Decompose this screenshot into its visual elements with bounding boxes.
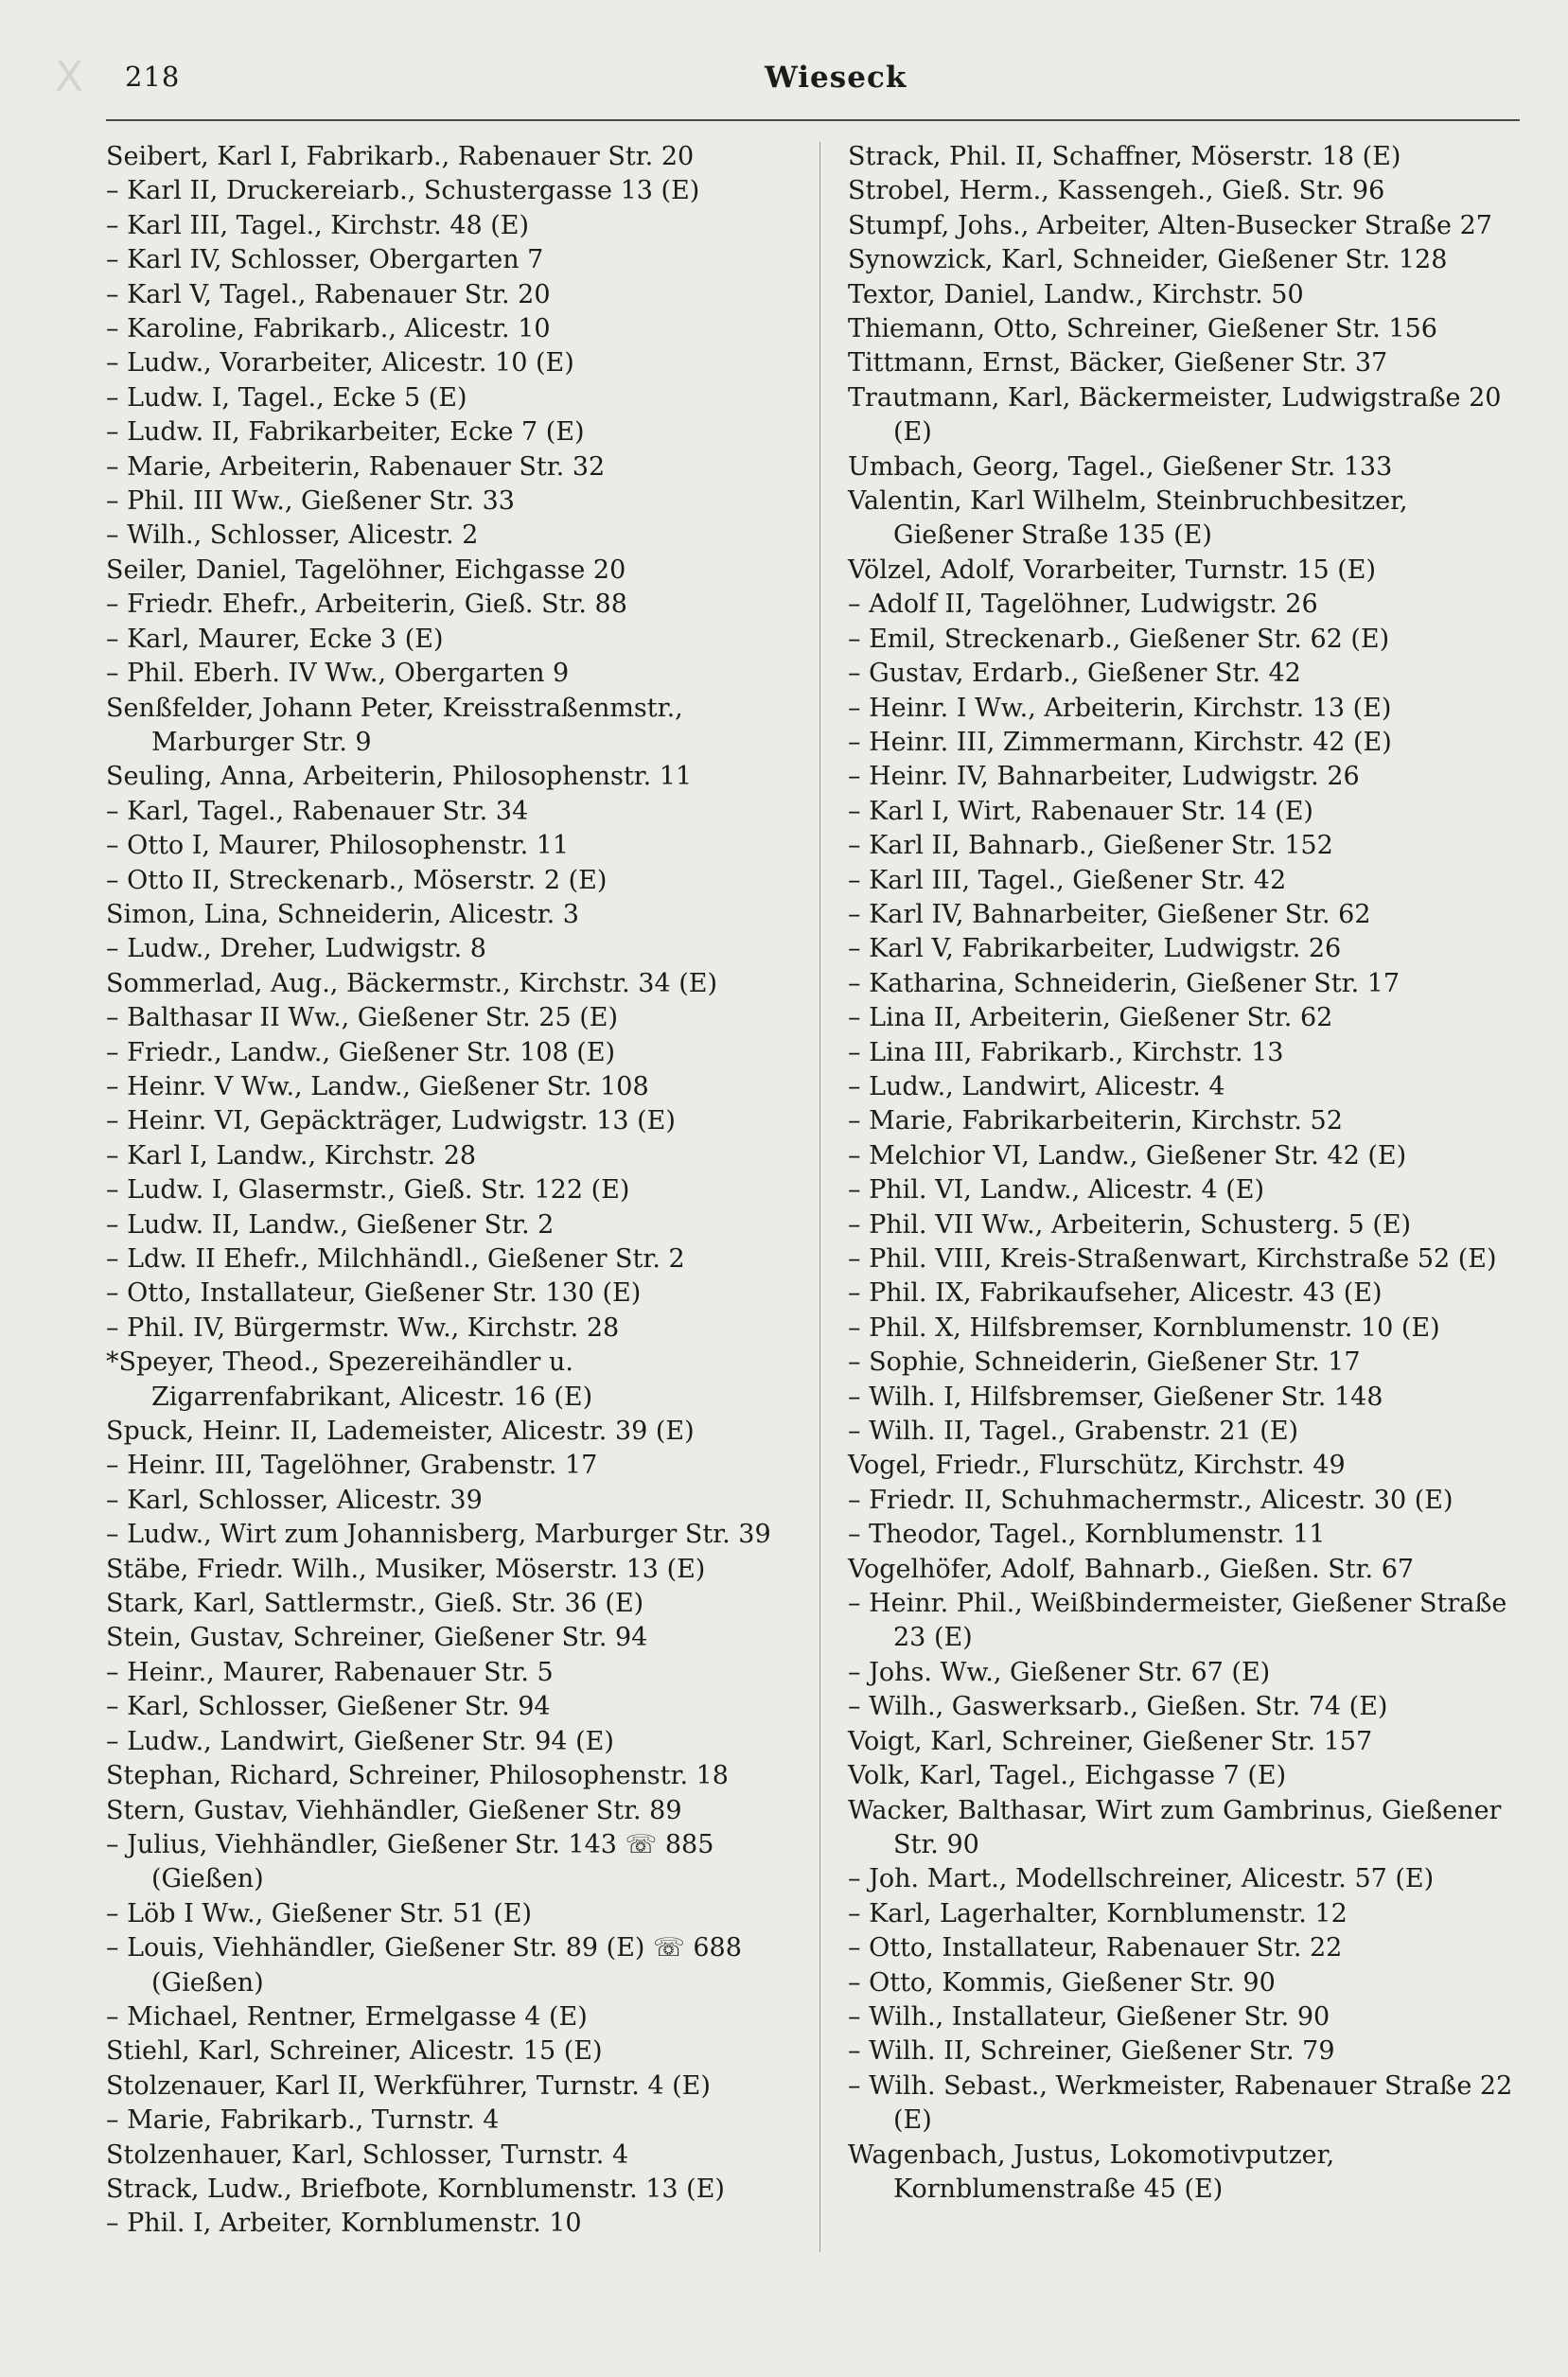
directory-entry: – Louis, Viehhändler, Gießener Str. 89 (E) ☏ 688 (Gießen) bbox=[106, 1933, 742, 1998]
directory-entry: – Phil. III Ww., Gießener Str. 33 bbox=[106, 486, 515, 517]
directory-entry: – Karl I, Wirt, Rabenauer Str. 14 (E) bbox=[848, 796, 1313, 826]
directory-entry: – Otto, Kommis, Gießener Str. 90 bbox=[848, 1967, 1276, 1998]
directory-entry: – Heinr. Phil., Weißbindermeister, Gießener Straße 23 (E) bbox=[848, 1589, 1507, 1653]
directory-entry: – Heinr. V Ww., Landw., Gießener Str. 108 bbox=[106, 1071, 649, 1101]
directory-entry: – Lina II, Arbeiterin, Gießener Str. 62 bbox=[848, 1003, 1333, 1033]
directory-entry: – Phil. X, Hilfsbremser, Kornblumenstr. 10 (E) bbox=[848, 1312, 1440, 1343]
directory-entry: – Phil. VIII, Kreis-Straßenwart, Kirchstraße 52 (E) bbox=[848, 1244, 1497, 1274]
directory-entry: – Wilh., Schlosser, Alicestr. 2 bbox=[106, 520, 479, 551]
page-number: 218 bbox=[125, 61, 181, 93]
directory-entry: – Otto I, Maurer, Philosophenstr. 11 bbox=[106, 831, 570, 861]
directory-entry: Vogel, Friedr., Flurschütz, Kirchstr. 49 bbox=[848, 1451, 1346, 1481]
directory-entry: Valentin, Karl Wilhelm, Steinbruchbesitzer, Gießener Straße 135 (E) bbox=[848, 486, 1408, 551]
directory-entry: – Johs. Ww., Gießener Str. 67 (E) bbox=[848, 1657, 1271, 1687]
directory-entry: – Karl, Schlosser, Gießener Str. 94 bbox=[106, 1692, 551, 1722]
directory-entry: – Ludw. I, Tagel., Ecke 5 (E) bbox=[106, 382, 467, 413]
directory-entry: – Karl III, Tagel., Kirchstr. 48 (E) bbox=[106, 210, 530, 240]
directory-entry: – Marie, Fabrikarb., Turnstr. 4 bbox=[106, 2105, 500, 2136]
directory-entry: – Karl V, Tagel., Rabenauer Str. 20 bbox=[106, 279, 551, 309]
directory-entry: – Friedr. Ehefr., Arbeiterin, Gieß. Str. 88 bbox=[106, 590, 627, 620]
directory-entry: Völzel, Adolf, Vorarbeiter, Turnstr. 15 (E) bbox=[848, 555, 1377, 585]
right-column bbox=[848, 140, 1529, 2207]
directory-entry: Stolzenhauer, Karl, Schlosser, Turnstr. 4 bbox=[106, 2139, 629, 2170]
directory-entry: Strack, Ludw., Briefbote, Kornblumenstr. 13 (E) bbox=[106, 2174, 725, 2204]
header-rule bbox=[106, 119, 1520, 121]
directory-entry: – Wilh. Sebast., Werkmeister, Rabenauer Straße 22 (E) bbox=[848, 2070, 1513, 2136]
directory-entry: – Julius, Viehhändler, Gießener Str. 143 ☏ 885 (Gießen) bbox=[106, 1829, 714, 1894]
directory-entry: Trautmann, Karl, Bäckermeister, Ludwigstraße 20 (E) bbox=[848, 382, 1502, 448]
directory-entry: – Friedr. II, Schuhmachermstr., Alicestr. 30 (E) bbox=[848, 1485, 1453, 1515]
directory-entry: Stäbe, Friedr. Wilh., Musiker, Möserstr. 13 (E) bbox=[106, 1554, 706, 1584]
directory-entry: Sommerlad, Aug., Bäckermstr., Kirchstr. 34 (E) bbox=[106, 968, 717, 998]
directory-entry: – Theodor, Tagel., Kornblumenstr. 11 bbox=[848, 1520, 1326, 1550]
directory-entry: – Ludw. II, Landw., Gießener Str. 2 bbox=[106, 1209, 555, 1240]
directory-entry: Volk, Karl, Tagel., Eichgasse 7 (E) bbox=[848, 1761, 1287, 1791]
directory-entry: – Karl II, Druckereiarb., Schustergasse 13 (E) bbox=[106, 176, 700, 206]
directory-entry: – Heinr. VI, Gepäckträger, Ludwigstr. 13 (E) bbox=[106, 1106, 676, 1136]
directory-entry: – Karl, Tagel., Rabenauer Str. 34 bbox=[106, 796, 529, 826]
directory-entry: – Karl V, Fabrikarbeiter, Ludwigstr. 26 bbox=[848, 934, 1342, 964]
directory-entry: – Karl III, Tagel., Gießener Str. 42 bbox=[848, 865, 1287, 895]
directory-entry: – Löb I Ww., Gießener Str. 51 (E) bbox=[106, 1898, 533, 1928]
directory-entry: – Balthasar II Ww., Gießener Str. 25 (E) bbox=[106, 1003, 618, 1033]
directory-entry: – Ludw., Wirt zum Johannisberg, Marburger Str. 39 bbox=[106, 1520, 771, 1550]
directory-entry: – Ludw. II, Fabrikarbeiter, Ecke 7 (E) bbox=[106, 417, 585, 448]
directory-entry: – Karl IV, Bahnarbeiter, Gießener Str. 62 bbox=[848, 899, 1371, 929]
left-column bbox=[106, 140, 804, 2242]
directory-entry: – Adolf II, Tagelöhner, Ludwigstr. 26 bbox=[848, 590, 1318, 620]
directory-entry: – Heinr., Maurer, Rabenauer Str. 5 bbox=[106, 1657, 554, 1687]
directory-entry: – Ludw., Vorarbeiter, Alicestr. 10 (E) bbox=[106, 348, 574, 379]
directory-entry: – Phil. VII Ww., Arbeiterin, Schusterg. 5 (E) bbox=[848, 1209, 1412, 1240]
directory-entry: – Karl IV, Schlosser, Obergarten 7 bbox=[106, 245, 544, 275]
directory-entry: Senßfelder, Johann Peter, Kreisstraßenmstr., Marburger Str. 9 bbox=[106, 693, 683, 757]
directory-entry: – Sophie, Schneiderin, Gießener Str. 17 bbox=[848, 1347, 1361, 1378]
directory-entry: – Ldw. II Ehefr., Milchhändl., Gießener Str. 2 bbox=[106, 1244, 685, 1274]
directory-entry: – Melchior VI, Landw., Gießener Str. 42 (E) bbox=[848, 1140, 1407, 1171]
directory-entry: Textor, Daniel, Landw., Kirchstr. 50 bbox=[848, 279, 1304, 309]
running-head: Wieseck bbox=[765, 61, 907, 95]
directory-entry: Wacker, Balthasar, Wirt zum Gambrinus, Gießener Str. 90 bbox=[848, 1795, 1502, 1859]
directory-entry: – Gustav, Erdarb., Gießener Str. 42 bbox=[848, 659, 1301, 689]
directory-entry: Spuck, Heinr. II, Lademeister, Alicestr. 39 (E) bbox=[106, 1417, 695, 1447]
directory-entry: Strack, Phil. II, Schaffner, Möserstr. 18 (E) bbox=[848, 142, 1401, 171]
directory-entry: – Ludw., Landwirt, Alicestr. 4 bbox=[848, 1071, 1225, 1101]
directory-entry: – Karl, Lagerhalter, Kornblumenstr. 12 bbox=[848, 1898, 1348, 1928]
directory-entry: Stein, Gustav, Schreiner, Gießener Str. 94 bbox=[106, 1623, 648, 1653]
directory-entry: – Otto, Installateur, Gießener Str. 130 (E) bbox=[106, 1278, 642, 1309]
directory-entry: *Speyer, Theod., Spezereihändler u. Zigarrenfabrikant, Alicestr. 16 (E) bbox=[106, 1347, 593, 1412]
directory-entry: Thiemann, Otto, Schreiner, Gießener Str. 156 bbox=[848, 314, 1437, 344]
directory-entry: – Phil. IX, Fabrikaufseher, Alicestr. 43 (E) bbox=[848, 1278, 1383, 1309]
directory-entry: Stumpf, Johs., Arbeiter, Alten-Busecker Straße 27 bbox=[848, 210, 1492, 240]
directory-entry: – Phil. Eberh. IV Ww., Obergarten 9 bbox=[106, 659, 570, 689]
directory-entry: Seiler, Daniel, Tagelöhner, Eichgasse 20 bbox=[106, 555, 626, 585]
directory-entry: – Wilh. II, Schreiner, Gießener Str. 79 bbox=[848, 2036, 1335, 2067]
directory-entry: Stern, Gustav, Viehhändler, Gießener Str. 89 bbox=[106, 1795, 682, 1825]
directory-entry: Stolzenauer, Karl II, Werkführer, Turnstr. 4 (E) bbox=[106, 2070, 711, 2101]
directory-entry: – Phil. IV, Bürgermstr. Ww., Kirchstr. 28 bbox=[106, 1312, 620, 1343]
directory-entry: Tittmann, Ernst, Bäcker, Gießener Str. 37 bbox=[848, 348, 1388, 379]
directory-entry: – Otto, Installateur, Rabenauer Str. 22 bbox=[848, 1933, 1343, 1963]
directory-entry: Synowzick, Karl, Schneider, Gießener Str. 128 bbox=[848, 245, 1448, 275]
directory-entry: – Karl, Maurer, Ecke 3 (E) bbox=[106, 624, 444, 654]
directory-entry: – Lina III, Fabrikarb., Kirchstr. 13 bbox=[848, 1037, 1284, 1067]
directory-entry: Stiehl, Karl, Schreiner, Alicestr. 15 (E) bbox=[106, 2036, 603, 2067]
directory-entry: – Joh. Mart., Modellschreiner, Alicestr. 57 (E) bbox=[848, 1864, 1435, 1894]
directory-entry: – Heinr. III, Tagelöhner, Grabenstr. 17 bbox=[106, 1451, 598, 1481]
directory-entry: – Marie, Arbeiterin, Rabenauer Str. 32 bbox=[106, 451, 606, 482]
directory-entry: – Heinr. I Ww., Arbeiterin, Kirchstr. 13 (E) bbox=[848, 693, 1392, 723]
directory-entry: Seibert, Karl I, Fabrikarb., Rabenauer Str. 20 bbox=[106, 142, 695, 171]
directory-entry: – Heinr. III, Zimmermann, Kirchstr. 42 (E) bbox=[848, 727, 1392, 757]
directory-entry: – Wilh. I, Hilfsbremser, Gießener Str. 148 bbox=[848, 1382, 1383, 1412]
directory-entry: – Katharina, Schneiderin, Gießener Str. 17 bbox=[848, 968, 1401, 998]
directory-entry: – Karoline, Fabrikarb., Alicestr. 10 bbox=[106, 314, 551, 344]
directory-entry: – Phil. I, Arbeiter, Kornblumenstr. 10 bbox=[106, 2209, 582, 2239]
directory-entry: – Wilh., Installateur, Gießener Str. 90 bbox=[848, 2001, 1330, 2032]
directory-entry: – Michael, Rentner, Ermelgasse 4 (E) bbox=[106, 2001, 588, 2032]
directory-entry: Umbach, Georg, Tagel., Gießener Str. 133 bbox=[848, 451, 1393, 482]
directory-entry: – Wilh. II, Tagel., Grabenstr. 21 (E) bbox=[848, 1417, 1299, 1447]
directory-entry: – Otto II, Streckenarb., Möserstr. 2 (E) bbox=[106, 865, 608, 895]
directory-entry: Vogelhöfer, Adolf, Bahnarb., Gießen. Str. 67 bbox=[848, 1554, 1415, 1584]
directory-entry: Stark, Karl, Sattlermstr., Gieß. Str. 36 (E) bbox=[106, 1589, 644, 1619]
directory-entry: – Ludw., Landwirt, Gießener Str. 94 (E) bbox=[106, 1726, 614, 1756]
directory-entry: – Heinr. IV, Bahnarbeiter, Ludwigstr. 26 bbox=[848, 762, 1360, 792]
directory-entry: – Marie, Fabrikarbeiterin, Kirchstr. 52 bbox=[848, 1106, 1343, 1136]
directory-entry: – Karl I, Landw., Kirchstr. 28 bbox=[106, 1140, 477, 1171]
directory-entry: – Ludw. I, Glasermstr., Gieß. Str. 122 (E) bbox=[106, 1175, 630, 1206]
directory-entry: Seuling, Anna, Arbeiterin, Philosophenstr. 11 bbox=[106, 762, 693, 792]
directory-entry: – Karl, Schlosser, Alicestr. 39 bbox=[106, 1485, 483, 1515]
directory-entry: – Emil, Streckenarb., Gießener Str. 62 (E) bbox=[848, 624, 1390, 654]
directory-entry: – Phil. VI, Landw., Alicestr. 4 (E) bbox=[848, 1175, 1264, 1206]
directory-entry: Simon, Lina, Schneiderin, Alicestr. 3 bbox=[106, 899, 579, 929]
directory-entry: – Ludw., Dreher, Ludwigstr. 8 bbox=[106, 934, 486, 964]
directory-entry: – Wilh., Gaswerksarb., Gießen. Str. 74 (E) bbox=[848, 1692, 1388, 1722]
directory-entry: Strobel, Herm., Kassengeh., Gieß. Str. 96 bbox=[848, 176, 1385, 206]
column-divider bbox=[819, 142, 820, 2252]
directory-entry: Stephan, Richard, Schreiner, Philosophenstr. 18 bbox=[106, 1761, 729, 1791]
directory-entry: Voigt, Karl, Schreiner, Gießener Str. 157 bbox=[848, 1726, 1373, 1756]
directory-entry: Wagenbach, Justus, Lokomotivputzer, Kornblumenstraße 45 (E) bbox=[848, 2139, 1335, 2204]
directory-entry: – Karl II, Bahnarb., Gießener Str. 152 bbox=[848, 831, 1333, 861]
margin-mark: X bbox=[55, 53, 84, 101]
directory-entry: – Friedr., Landw., Gießener Str. 108 (E) bbox=[106, 1037, 616, 1067]
